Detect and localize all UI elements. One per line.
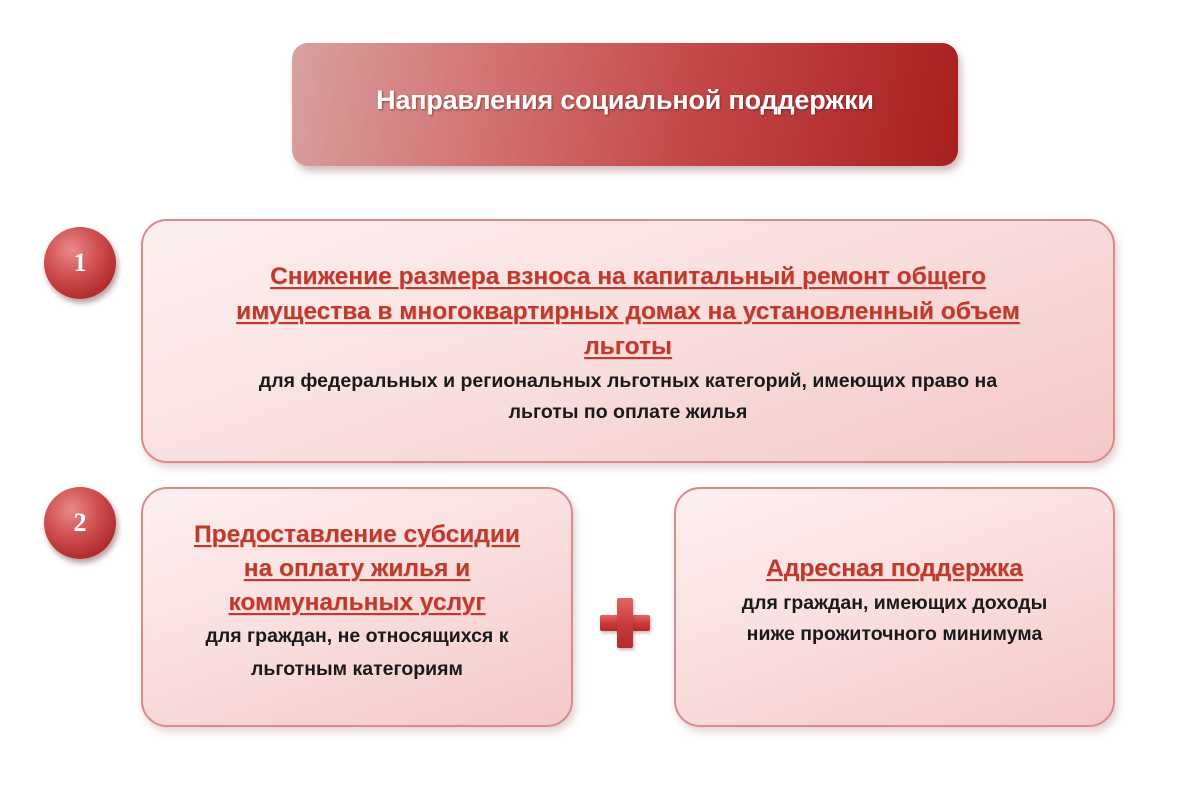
- card-1-heading: [236, 259, 1020, 364]
- card-housing-subsidy: [141, 487, 573, 727]
- card-2-desc-line: для граждан, не относящихся к: [205, 625, 509, 647]
- title-box: [292, 43, 958, 166]
- card-2-description: [206, 620, 509, 686]
- card-3-desc-line: ниже прожиточного минимума: [746, 622, 1043, 645]
- card-2-desc-line: льготным категориям: [251, 658, 463, 680]
- card-2-heading: [194, 518, 520, 620]
- card-1-heading-line: льготы: [584, 332, 672, 360]
- number-badge-2: 2: [44, 487, 116, 559]
- plus-icon: [600, 598, 650, 648]
- card-3-description: [742, 588, 1048, 650]
- card-3-heading: [766, 551, 1023, 586]
- card-targeted-support: [674, 487, 1115, 727]
- card-3-desc-line: для граждан, имеющих доходы: [741, 591, 1048, 614]
- card-capital-repair-reduction: [141, 219, 1115, 463]
- card-1-description: [259, 366, 997, 428]
- card-1-heading-line: имущества в многоквартирных домах на установленный объем: [236, 297, 1020, 325]
- card-1-desc-line: для федеральных и региональных льготных категорий, имеющих право на: [258, 369, 998, 392]
- card-1-desc-line: льготы по оплате жилья: [508, 400, 748, 423]
- card-3-heading-line: Адресная поддержка: [766, 554, 1023, 582]
- card-2-heading-line: коммунальных услуг: [228, 589, 486, 616]
- card-2-heading-line: Предоставление субсидии: [194, 521, 520, 548]
- number-badge-1: 1: [44, 227, 116, 299]
- diagram-title: Направления социальной поддержки: [376, 85, 874, 115]
- card-2-heading-line: на оплату жилья и: [243, 555, 471, 582]
- card-1-heading-line: Снижение размера взноса на капитальный ремонт общего: [270, 262, 986, 290]
- plus-icon-vertical-bar: [617, 598, 633, 648]
